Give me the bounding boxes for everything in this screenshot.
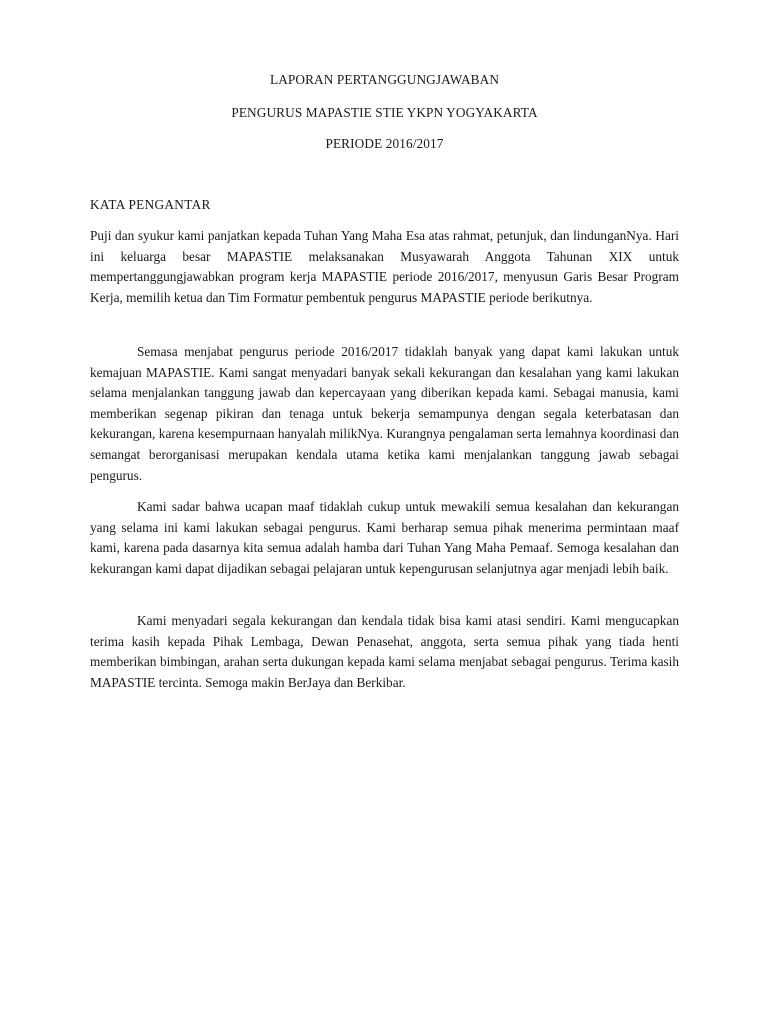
section-heading: KATA PENGANTAR [90, 197, 211, 212]
report-title: LAPORAN PERTANGGUNGJAWABAN [269, 72, 500, 87]
paragraph: Kami sadar bahwa ucapan maaf tidaklah cukup untuk mewakili semua kesalahan dan kekurangan yang selama ini kami lakukan sebagai pengurus. Kami berharap semua pihak menerima permintaan maaf kami, karena pada dasarnya kita semua adalah hamba dari Tuhan Yang Maha Pemaaf. Semoga kesalahan dan kekurangan kami dapat dijadikan sebagai pelajaran untuk kepengurusan selanjutnya agar menjadi lebih baik. [90, 499, 679, 576]
paragraph: Semasa menjabat pengurus periode 2016/2017 tidaklah banyak yang dapat kami lakukan untuk kemajuan MAPASTIE. Kami sangat menyadari banyak sekali kekurangan dan kesalahan yang kami lakukan selama menjalankan tanggung jawab dan kepercayaan yang diberikan kepada kami. Sebagai manusia, kami memberikan segenap pikiran dan tenaga untuk bekerja semampunya dengan segala keterbatasan dan kekurangan, karena kesempurnaan hanyalah milikNya. Kurangnya pengalaman serta lemahnya koordinasi dan semangat berorganisasi merupakan kendala utama ketika kami menjalankan tanggung jawab sebagai pengurus. [90, 344, 679, 483]
period-title: PERIODE 2016/2017 [325, 136, 444, 151]
paragraph: Kami menyadari segala kekurangan dan kendala tidak bisa kami atasi sendiri. Kami mengucapkan terima kasih kepada Pihak Lembaga, Dewan Penasehat, anggota, serta semua pihak yang tiada henti memberikan bimbingan, arahan serta dukungan kepada kami selama menjabat sebagai pengurus. Terima kasih MAPASTIE tercinta. Semoga makin BerJaya dan Berkibar. [90, 613, 679, 690]
paragraph: Puji dan syukur kami panjatkan kepada Tuhan Yang Maha Esa atas rahmat, petunjuk, dan lindunganNya. Hari ini keluarga besar MAPASTIE melaksanakan Musyawarah Anggota Tahunan XIX untuk mempertanggungjawabkan program kerja MAPASTIE periode 2016/2017, menyusun Garis Besar Program Kerja, memilih ketua dan Tim Formatur pembentuk pengurus MAPASTIE periode berikutnya. [90, 228, 679, 305]
organization-title: PENGURUS MAPASTIE STIE YKPN YOGYAKARTA [231, 105, 538, 120]
